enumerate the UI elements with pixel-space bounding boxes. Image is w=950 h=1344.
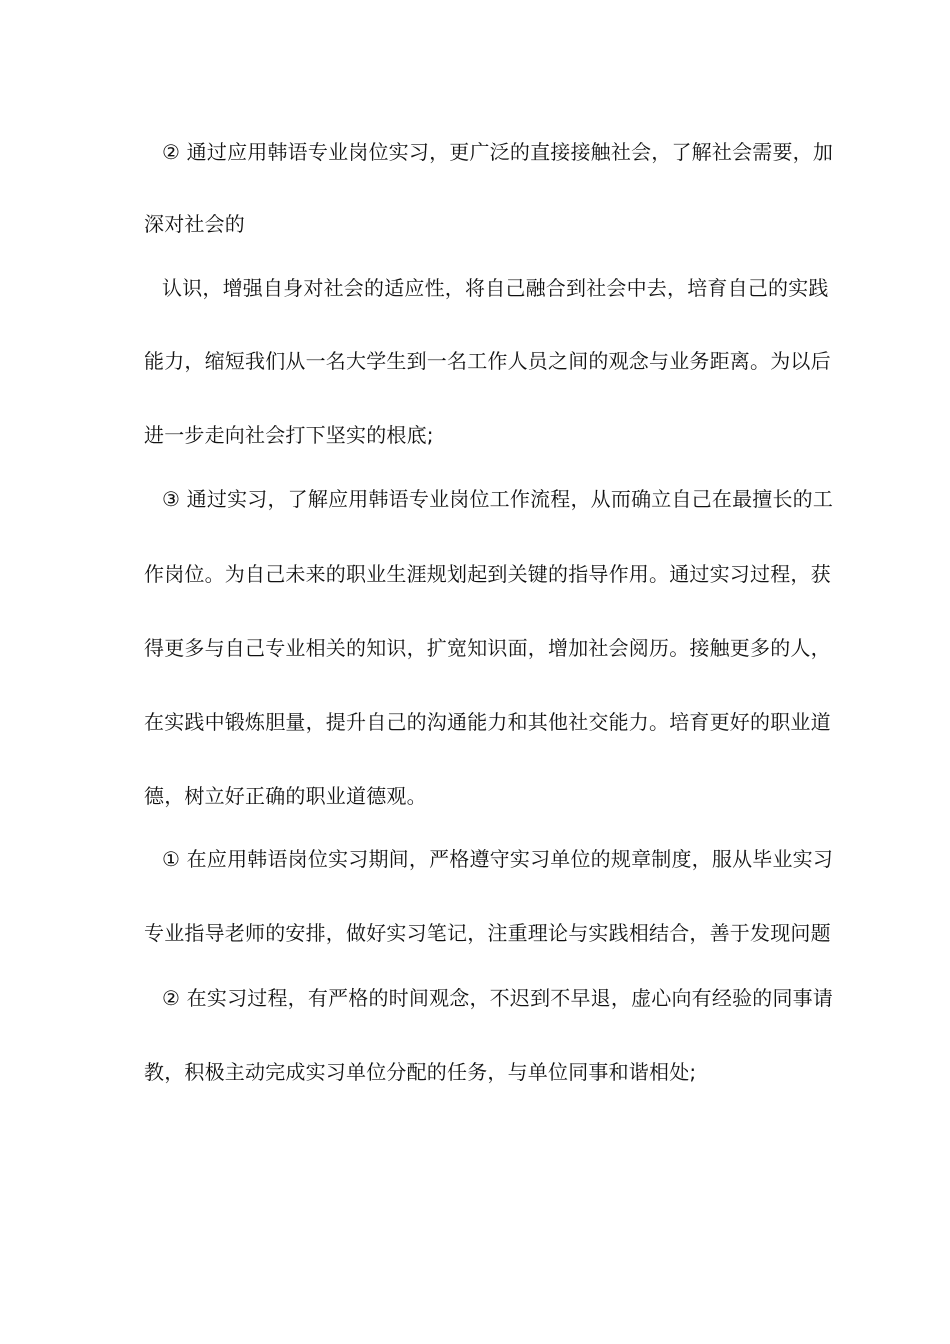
paragraph-line: 深对社会的 <box>144 212 245 236</box>
paragraph-line: 专业指导老师的安排，做好实习笔记，注重理论与实践相结合，善于发现问题 <box>144 921 831 945</box>
paragraph-line: ② 通过应用韩语专业岗位实习，更广泛的直接接触社会，了解社会需要，加 <box>162 140 834 164</box>
paragraph-line: 德，树立好正确的职业道德观。 <box>144 784 427 808</box>
paragraph-line: 认识，增强自身对社会的适应性，将自己融合到社会中去，培育自己的实践 <box>162 276 829 300</box>
paragraph-line: ① 在应用韩语岗位实习期间，严格遵守实习单位的规章制度，服从毕业实习 <box>162 847 834 871</box>
paragraph-line: 作岗位。为自己未来的职业生涯规划起到关键的指导作用。通过实习过程，获 <box>144 562 831 586</box>
paragraph-line: 进一步走向社会打下坚实的根底; <box>144 423 434 447</box>
paragraph-line: ③ 通过实习，了解应用韩语专业岗位工作流程，从而确立自己在最擅长的工 <box>162 487 834 511</box>
paragraph-line: 能力，缩短我们从一名大学生到一名工作人员之间的观念与业务距离。为以后 <box>144 349 831 373</box>
paragraph-line: 在实践中锻炼胆量，提升自己的沟通能力和其他社交能力。培育更好的职业道 <box>144 710 831 734</box>
paragraph-line: 教，积极主动完成实习单位分配的任务，与单位同事和谐相处; <box>144 1060 697 1084</box>
paragraph-line: ② 在实习过程，有严格的时间观念，不迟到不早退，虚心向有经验的同事请 <box>162 986 834 1010</box>
paragraph-line: 得更多与自己专业相关的知识，扩宽知识面，增加社会阅历。接触更多的人， <box>144 636 831 660</box>
